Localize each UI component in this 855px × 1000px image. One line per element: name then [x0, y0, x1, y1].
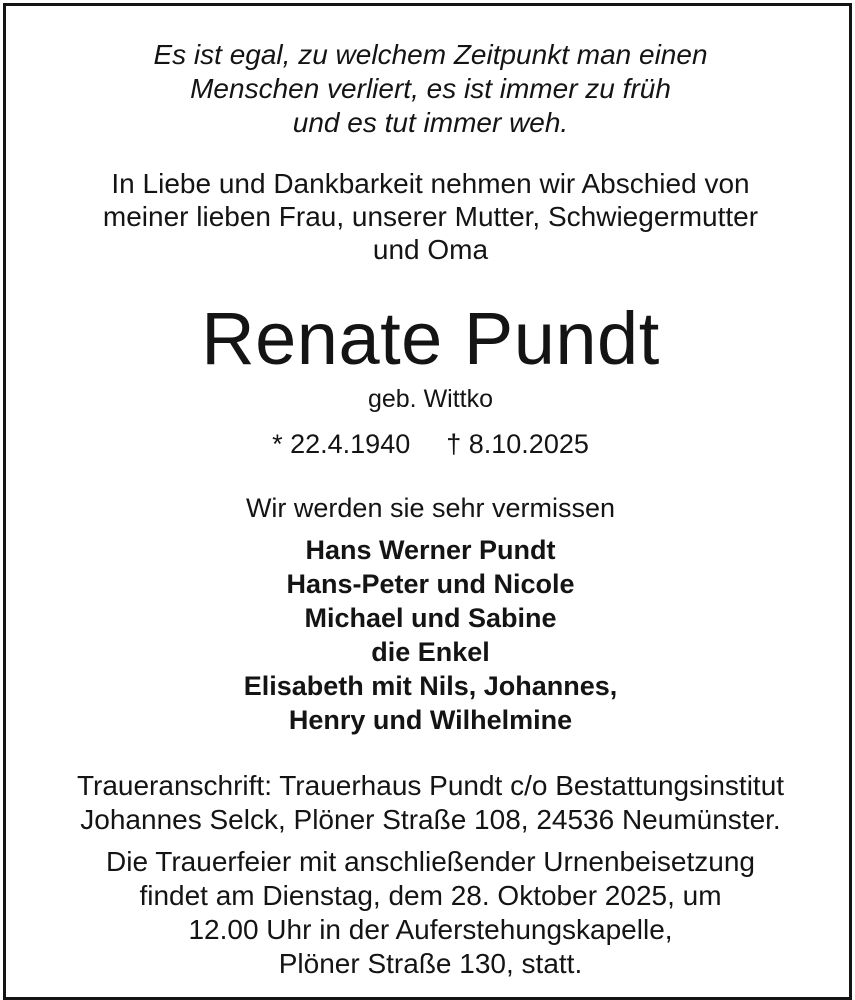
address-line: Johannes Selck, Plöner Straße 108, 24536 Neumünster. — [80, 804, 781, 835]
mourners-heading: Wir werden sie sehr vermissen — [245, 493, 616, 523]
mourner-name: Hans-Peter und Nicole — [286, 569, 575, 599]
intro-line: und Oma — [372, 234, 489, 265]
quote-line: Es ist egal, zu welchem Zeitpunkt man einen — [153, 39, 708, 70]
mourner-name: Michael und Sabine — [304, 603, 557, 633]
address-line: Traueranschrift: Trauerhaus Pundt c/o Bestattungsinstitut — [76, 770, 785, 801]
intro-line: In Liebe und Dankbarkeit nehmen wir Abschied von — [111, 168, 750, 199]
intro-line: meiner lieben Frau, unserer Mutter, Schwiegermutter — [102, 201, 759, 232]
quote-line: Menschen verliert, es ist immer zu früh — [190, 73, 671, 104]
deceased-name: Renate Pundt — [201, 297, 660, 380]
mourner-name: Elisabeth mit Nils, Johannes, — [243, 671, 618, 701]
life-dates — [6, 428, 855, 460]
maiden-name: geb. Wittko — [367, 385, 494, 413]
birth-date: * 22.4.1940 — [272, 429, 411, 459]
quote-line: und es tut immer weh. — [292, 107, 569, 138]
ceremony-line: Die Trauerfeier mit anschließender Urnenbeisetzung — [106, 846, 755, 877]
ceremony-line: 12.00 Uhr in der Auferstehungskapelle, — [188, 914, 673, 945]
mourner-name: Hans Werner Pundt — [305, 535, 556, 565]
mourner-name: Henry und Wilhelmine — [288, 705, 573, 735]
mourner-name: die Enkel — [371, 637, 490, 667]
ceremony-line: Plöner Straße 130, statt. — [278, 948, 583, 979]
ceremony-line: findet am Dienstag, dem 28. Oktober 2025, um — [139, 880, 722, 911]
obituary-frame — [3, 3, 852, 1000]
death-date: † 8.10.2025 — [446, 429, 589, 459]
